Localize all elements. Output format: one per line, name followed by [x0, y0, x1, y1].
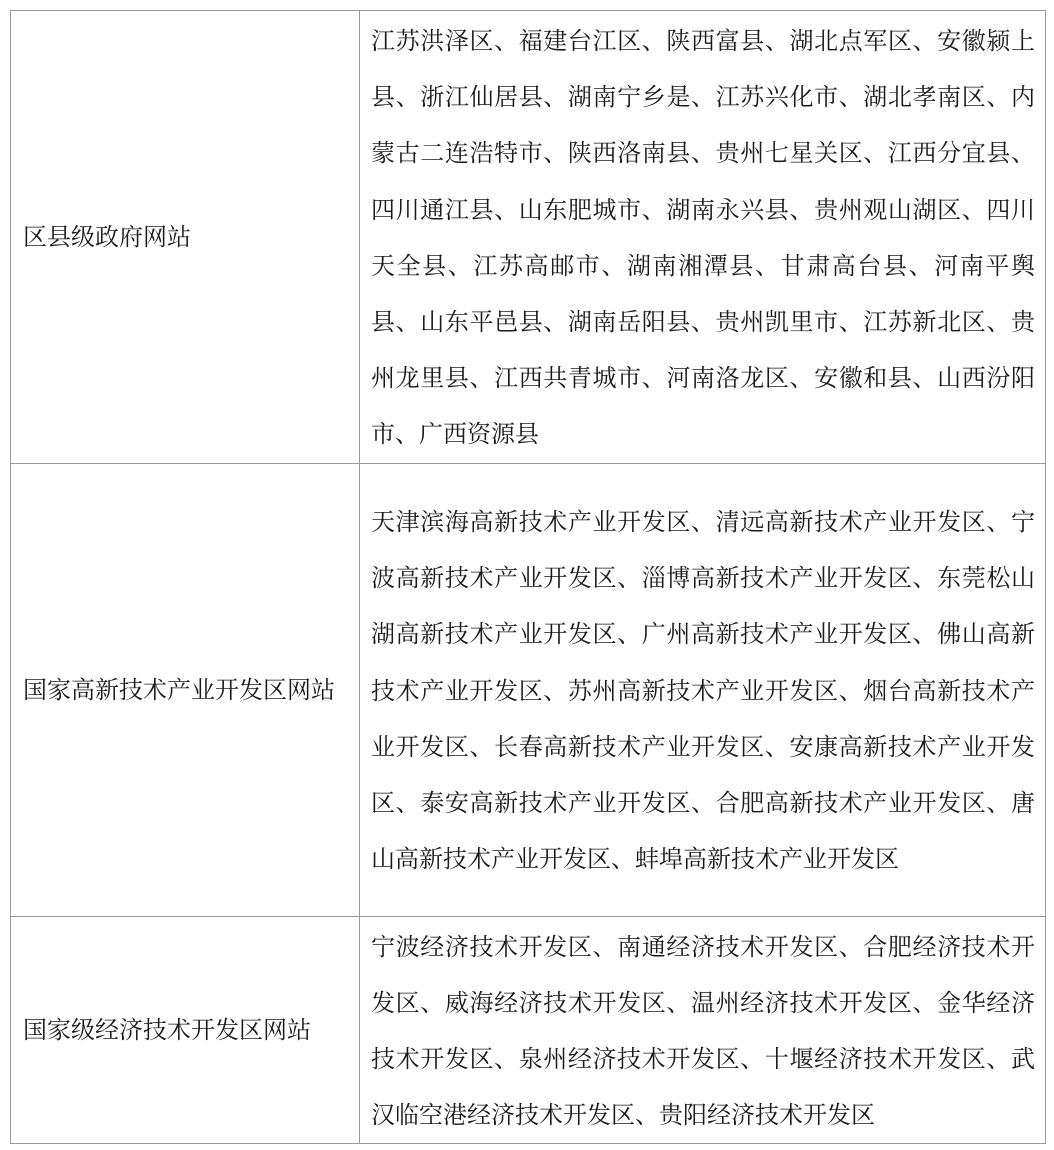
- category-cell: [11, 463, 360, 916]
- category-label: 区县级政府网站: [23, 222, 191, 251]
- site-list-text: 天津滨海高新技术产业开发区、清远高新技术产业开发区、宁波高新技术产业开发区、淄博高新技术产业开发区、东莞松山湖高新技术产业开发区、广州高新技术产业开发区、佛山高新技术产业开发区、苏州高新技术产业开发区、烟台高新技术产业开发区、长春高新技术产业开发区、安康高新技术产业开发区、泰安高新技术产业开发区、合肥高新技术产业开发区、唐山高新技术产业开发区、蚌埠高新技术产业开发区: [371, 507, 1035, 874]
- site-list-cell: [360, 916, 1046, 1144]
- site-list-text: 江苏洪泽区、福建台江区、陕西富县、湖北点军区、安徽颍上县、浙江仙居县、湖南宁乡是、江苏兴化市、湖北孝南区、内蒙古二连浩特市、陕西洛南县、贵州七星关区、江西分宜县、四川通江县、山东肥城市、湖南永兴县、贵州观山湖区、四川天全县、江苏高邮市、湖南湘潭县、甘肃高台县、河南平舆县、山东平邑县、湖南岳阳县、贵州凯里市、江苏新北区、贵州龙里县、江西共青城市、河南洛龙区、安徽和县、山西汾阳市、广西资源县: [371, 27, 1035, 449]
- table-row: [11, 11, 1046, 464]
- category-cell: [11, 11, 360, 464]
- site-list-cell: [360, 463, 1046, 916]
- table-row: [11, 916, 1046, 1144]
- site-list-text: 宁波经济技术开发区、南通经济技术开发区、合肥经济技术开发区、威海经济技术开发区、温州经济技术开发区、金华经济技术开发区、泉州经济技术开发区、十堰经济技术开发区、武汉临空港经济技术开发区、贵阳经济技术开发区: [371, 932, 1035, 1130]
- category-cell: [11, 916, 360, 1144]
- category-label: 国家级经济技术开发区网站: [23, 1016, 311, 1045]
- table-row: [11, 463, 1046, 916]
- category-label: 国家高新技术产业开发区网站: [23, 675, 335, 704]
- site-list-cell: [360, 11, 1046, 464]
- website-category-table: [10, 10, 1046, 1144]
